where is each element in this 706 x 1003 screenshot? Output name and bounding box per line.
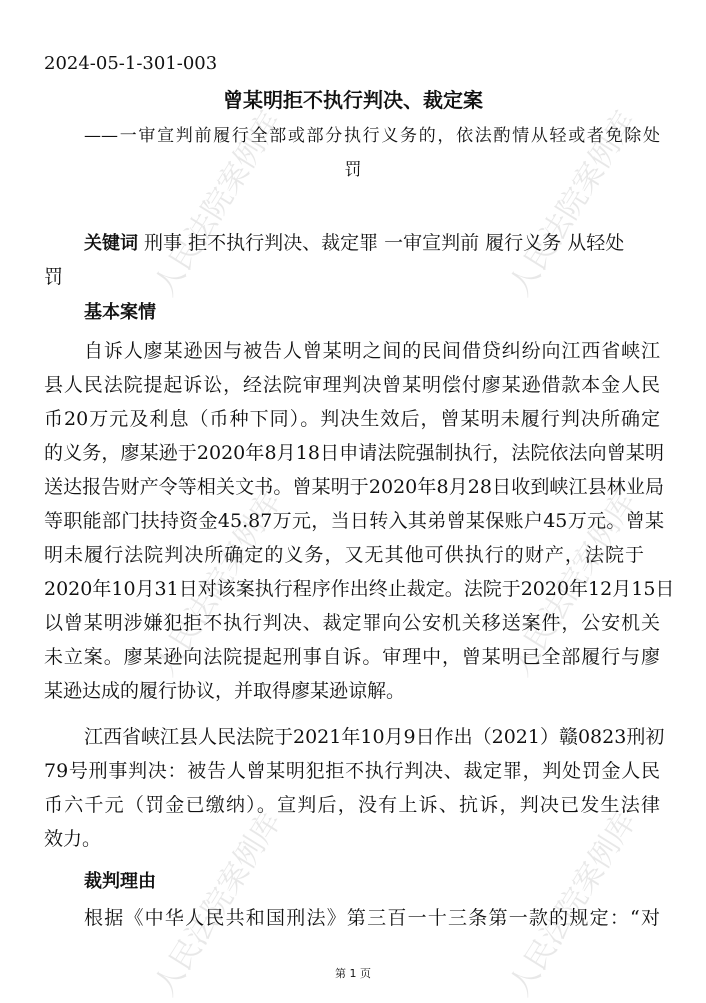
text-line: 币六千元（罚金已缴纳）。宣判后，没有上诉、抗诉，判决已发生法律 — [44, 794, 660, 816]
watermark: 人民法院案例库 — [147, 485, 289, 683]
keywords-continued: 罚 — [44, 266, 64, 288]
watermark: 人民法院案例库 — [147, 805, 289, 1003]
watermark: 人民法院案例库 — [502, 105, 644, 303]
section-heading-basic: 基本案情 — [84, 302, 156, 323]
page-title: 曾某明拒不执行判决、裁定案 — [223, 88, 483, 112]
subtitle-line: 罚 — [344, 160, 362, 180]
text-line: 某逊达成的履行协议，并取得廖某逊谅解。 — [44, 680, 406, 702]
text-line: 币20万元及利息（币种下同）。判决生效后，曾某明未履行判决所确定 — [44, 408, 660, 430]
page-footer: 第 1 页 — [335, 967, 371, 980]
keywords-values: 刑事 拒不执行判决、裁定罪 一审宣判前 履行义务 从轻处 — [144, 232, 625, 254]
text-line: 等职能部门扶持资金45.87万元，当日转入其弟曾某保账户45万元。曾某 — [44, 510, 664, 532]
keywords — [84, 231, 662, 256]
section-heading-reason: 裁判理由 — [84, 871, 156, 892]
watermark: 人民法院案例库 — [502, 805, 644, 1003]
subtitle-line: ——一审宣判前履行全部或部分执行义务的，依法酌情从轻或者免除处 — [84, 126, 660, 146]
text-line: 自诉人廖某逊因与被告人曾某明之间的民间借贷纠纷向江西省峡江 — [84, 340, 660, 362]
watermark: 人民法院案例库 — [502, 485, 644, 683]
text-line: 县人民法院提起诉讼，经法院审理判决曾某明偿付廖某逊借款本金人民 — [44, 374, 660, 396]
text-line: 以曾某明涉嫌犯拒不执行判决、裁定罪向公安机关移送案件，公安机关 — [44, 612, 660, 634]
text-line: 送达报告财产令等相关文书。曾某明于2020年8月28日收到峡江县林业局 — [44, 476, 664, 498]
watermark: 人民法院案例库 — [147, 105, 289, 303]
text-line: 明未履行法院判决所确定的义务，又无其他可供执行的财产，法院于 — [44, 544, 644, 566]
text-line: 2020年10月31日对该案执行程序作出终止裁定。法院于2020年12月15日 — [44, 578, 675, 600]
text-line: 效力。 — [44, 828, 102, 850]
text-line: 的义务，廖某逊于2020年8月18日申请法院强制执行，法院依法向曾某明 — [44, 442, 664, 464]
keywords-label: 关键词 — [84, 233, 138, 254]
text-line: 未立案。廖某逊向法院提起刑事自诉。审理中，曾某明已全部履行与廖 — [44, 646, 660, 668]
case-number: 2024-05-1-301-003 — [44, 53, 218, 74]
text-line: 根据《中华人民共和国刑法》第三百一十三条第一款的规定：“对 — [84, 907, 660, 929]
text-line: 79号刑事判决：被告人曾某明犯拒不执行判决、裁定罪，判处罚金人民 — [44, 760, 660, 782]
text-line: 江西省峡江县人民法院于2021年10月9日作出（2021）赣0823刑初 — [84, 726, 665, 748]
